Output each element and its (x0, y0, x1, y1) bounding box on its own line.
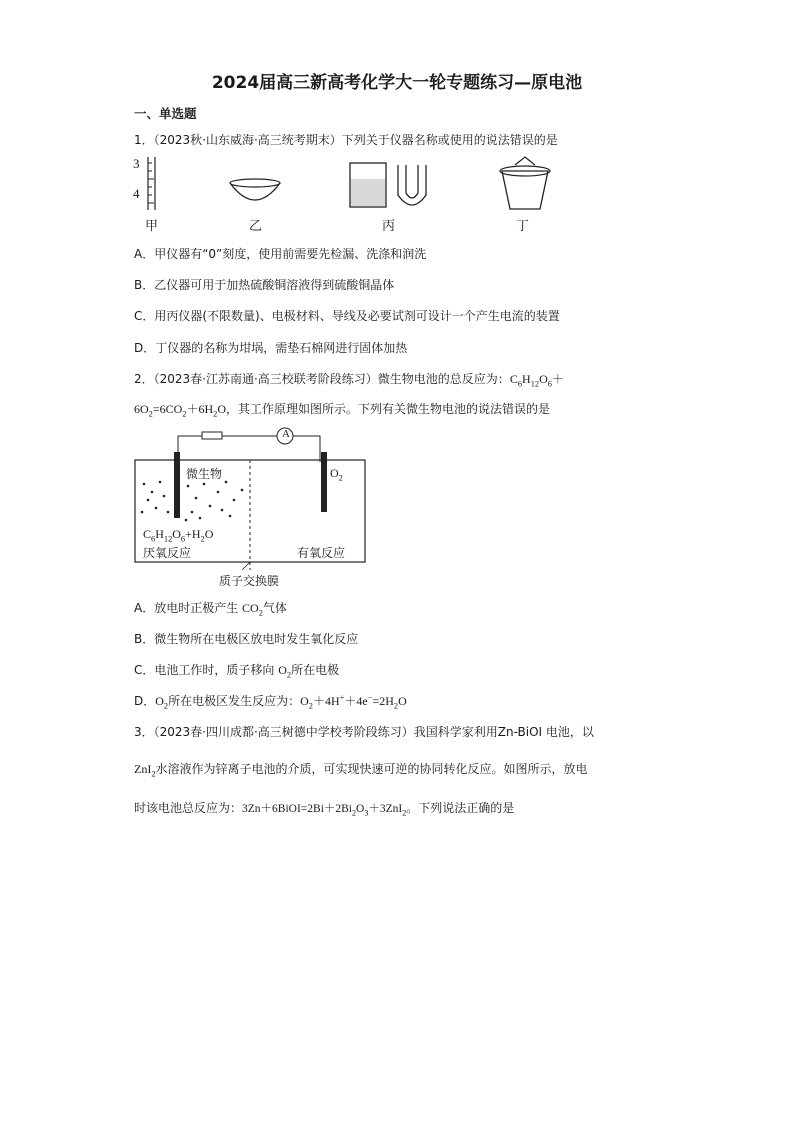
evaporating-dish-drawing (230, 179, 280, 200)
beaker-salt-bridge-drawing (350, 163, 426, 207)
anode-electrode (174, 452, 180, 518)
q2-formula-products: $6O_2=6CO_2+6H_2O$ (134, 402, 227, 419)
membrane-label: 质子交换膜 (219, 574, 280, 588)
q2-stem-b: ，其工作原理如图所示。下列有关微生物电池的说法错误的是 (226, 402, 551, 416)
q2-cell-figure (130, 420, 375, 590)
q3-line3-pre: 时该电池总反应为： (134, 801, 243, 815)
q2-option-b: B．微生物所在电极区放电时发生氧化反应 (134, 632, 359, 646)
q2-formula-glucose: $C_6H_{12}O_6+$ (509, 372, 564, 389)
resistor-drawing (202, 432, 222, 439)
q3-equation: $3Zn+6BiOI=2Bi+2Bi_2O_3+3ZnI_2$ (242, 803, 407, 818)
section-heading: 一、单选题 (134, 106, 197, 121)
q3-line2-text: 水溶液作为锌离子电池的介质，可实现快速可逆的协同转化反应。如图所示，放电 (155, 762, 588, 776)
q3-line2 (134, 760, 588, 778)
q2-stem-line2 (134, 400, 550, 418)
anaerobic-label: 厌氧反应 (143, 546, 192, 560)
q2-option-d-pre: D． (134, 694, 156, 708)
fig-label-ding: 丁 (516, 218, 530, 233)
q2-option-d-mid: 所在电极区发生反应为： (168, 694, 301, 708)
q2-option-c (134, 661, 339, 679)
scale-mark-3: 3 (133, 156, 140, 171)
q3-formula-zni2: ZnI$_2$ (134, 762, 156, 779)
q2-option-d (134, 692, 407, 710)
glucose-water-label-text: +H (185, 527, 201, 541)
q3-line3 (134, 799, 514, 817)
fig-label-jia: 甲 (145, 218, 159, 233)
q1-option-b: B．乙仪器可用于加热硫酸铜溶液得到硫酸铜晶体 (134, 278, 395, 292)
microbe-label: 微生物 (186, 467, 223, 481)
crucible-drawing (500, 157, 550, 209)
page-title: 2024届高三新高考化学大一轮专题练习—原电池 (211, 73, 583, 93)
burette-drawing (148, 157, 155, 210)
fig-label-yi: 乙 (249, 218, 263, 233)
scale-mark-4: 4 (133, 186, 140, 201)
cathode-electrode (321, 452, 327, 512)
q1-stem: 1．（2023秋·山东威海·高三统考期末）下列关于仪器名称或使用的说法错误的是 (134, 133, 558, 147)
q1-option-d: D．丁仪器的名称为坩埚，需垫石棉网进行固体加热 (134, 341, 408, 355)
q1-option-a: A．甲仪器有“0”刻度，使用前需要先检漏、洗涤和润洗 (134, 247, 427, 261)
microbe-dots (141, 481, 244, 522)
q2-stem-a: 2．（2023春·江苏南通·高三校联考阶段练习）微生物电池的总反应为： (134, 372, 510, 386)
q2-option-d-formula1: $O_2$ (155, 694, 169, 711)
q1-option-c: C．用丙仪器(不限数量)、电极材料、导线及必要试剂可设计一个产生电流的装置 (134, 309, 560, 323)
glucose-water-label: $C_6H_{12}O_6+H_2O$ (143, 527, 214, 544)
q2-option-d-equation: $O_2+4H^++4e^-=2H_2O$ (300, 693, 407, 711)
aerobic-label: 有氧反应 (297, 546, 346, 560)
q3-line3-post: 。下列说法正确的是 (406, 801, 515, 815)
o2-label: $O_2$ (330, 466, 343, 483)
q2-stem-line1 (134, 370, 564, 388)
q2-option-a-pre: A．放电时正极产生 (134, 601, 243, 615)
q2-option-a-post: 气体 (262, 601, 287, 615)
ammeter-label: A (282, 428, 290, 440)
q2-option-c-formula: $O_2$ (278, 663, 292, 680)
q2-option-c-post: 所在电极 (291, 663, 340, 677)
q2-option-a (134, 599, 287, 617)
q3-line1: 3．（2023春·四川成都·高三树德中学校考阶段练习）我国科学家利用Zn-BiOI 电池，以 (134, 725, 594, 739)
q2-option-a-formula: $CO_2$ (242, 601, 263, 618)
o2-label-text: O (330, 466, 339, 480)
q2-option-c-pre: C．电池工作时，质子移向 (134, 663, 279, 677)
fig-label-bing: 丙 (382, 218, 396, 233)
q1-apparatus-figure (130, 155, 570, 235)
